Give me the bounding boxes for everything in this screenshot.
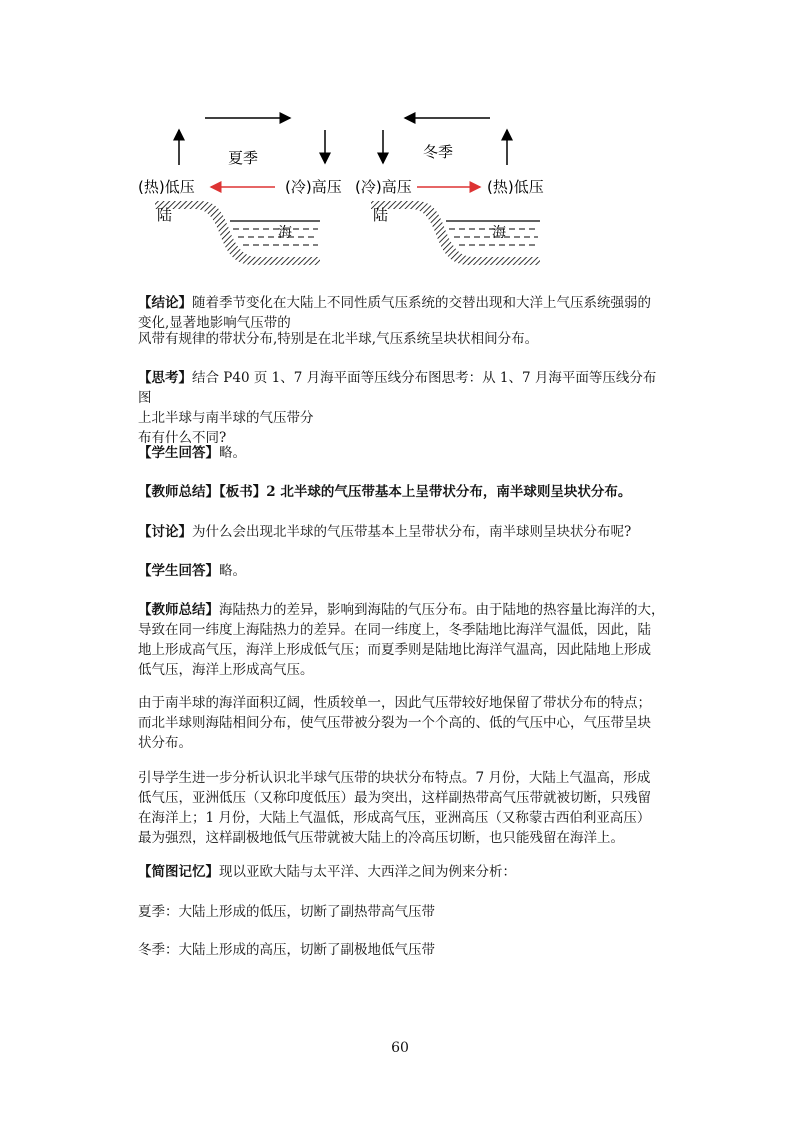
summer-right-label: (冷)高压 bbox=[285, 178, 342, 196]
winter-sea-label: 海 bbox=[492, 225, 506, 241]
southern-hemisphere-paragraph: 由于南半球的海洋面积辽阔，性质较单一，因此气压带较好地保留了带状分布的特点； 而北半球则海陆相间分布，使气压带被分裂为一个个高的、低的气压中心，气压带呈块 状分布。 bbox=[138, 695, 651, 751]
student-answer-1: 【学生回答】略。 bbox=[138, 445, 246, 461]
summer-season-label: 夏季 bbox=[228, 149, 259, 167]
winter-right-label: (热)低压 bbox=[487, 178, 544, 196]
think-tag: 【思考】 bbox=[138, 370, 192, 386]
summer-land-label: 陆 bbox=[157, 206, 173, 224]
winter-left-label: (冷)高压 bbox=[355, 178, 412, 196]
teacher-summary-paragraph: 【教师总结】海陆热力的差异，影响到海陆的气压分布。由于陆地的热容量比海洋的大， 导致在同一纬度上海陆热力的差异。在同一纬度上，冬季陆地比海洋气温低，因此，陆 地上形成高气压，海洋上形成低气压；而夏季则是陆地比海洋气温高，因此陆地上形成 低气压，海洋上形成高气压。 bbox=[138, 602, 665, 678]
page-number: 60 bbox=[391, 1040, 409, 1056]
summer-sea-label: 海 bbox=[278, 225, 292, 241]
monsoon-pressure-diagram bbox=[135, 105, 565, 275]
summer-note: 夏季：大陆上形成的低压，切断了副热带高气压带 bbox=[138, 904, 435, 920]
summer-coast bbox=[155, 201, 320, 265]
winter-coast bbox=[371, 201, 540, 265]
winter-panel bbox=[355, 118, 544, 265]
conclusion-tag: 【结论】 bbox=[138, 295, 192, 311]
winter-season-label: 冬季 bbox=[423, 143, 454, 161]
summer-left-label: (热)低压 bbox=[138, 178, 195, 196]
winter-land-label: 陆 bbox=[373, 206, 389, 224]
discussion-paragraph: 【讨论】为什么会出现北半球的气压带基本上呈带状分布，南半球则呈块状分布呢? bbox=[138, 524, 632, 540]
conclusion-paragraph-cont: 风带有规律的带状分布,特别是在北半球,气压系统呈块状相间分布。 bbox=[138, 331, 539, 347]
summer-panel bbox=[138, 118, 342, 265]
teacher-summary-board: 【教师总结】【板书】2 北半球的气压带基本上呈带状分布，南半球则呈块状分布。 bbox=[138, 484, 632, 500]
winter-note: 冬季：大陆上形成的高压，切断了副极地低气压带 bbox=[138, 942, 435, 958]
think-paragraph: 【思考】结合 P40 页 1、7 月海平面等压线分布图思考：从 1、7 月海平面等压线分布图 上北半球与南半球的气压带分 布有什么不同? bbox=[138, 370, 657, 446]
guidance-paragraph: 引导学生进一步分析认识北半球气压带的块状分布特点。7 月份，大陆上气温高，形成 低气压，亚洲低压（又称印度低压）最为突出，这样副热带高气压带就被切断，只残留 在海洋上；1 月份，大陆上气温低，形成高气压，亚洲高压（又称蒙古西伯利亚高压） 最为强烈，这样副极地低气压带就被大陆上的冷高压切断，也只能残留在海洋上。 bbox=[138, 770, 651, 846]
student-answer-2: 【学生回答】略。 bbox=[138, 563, 246, 579]
conclusion-paragraph: 【结论】随着季节变化在大陆上不同性质气压系统的交替出现和大洋上气压系统强弱的 变化,显著地影响气压带的 bbox=[138, 295, 651, 331]
diagram-memory-paragraph: 【简图记忆】现以亚欧大陆与太平洋、大西洋之间为例来分析： bbox=[138, 864, 516, 880]
